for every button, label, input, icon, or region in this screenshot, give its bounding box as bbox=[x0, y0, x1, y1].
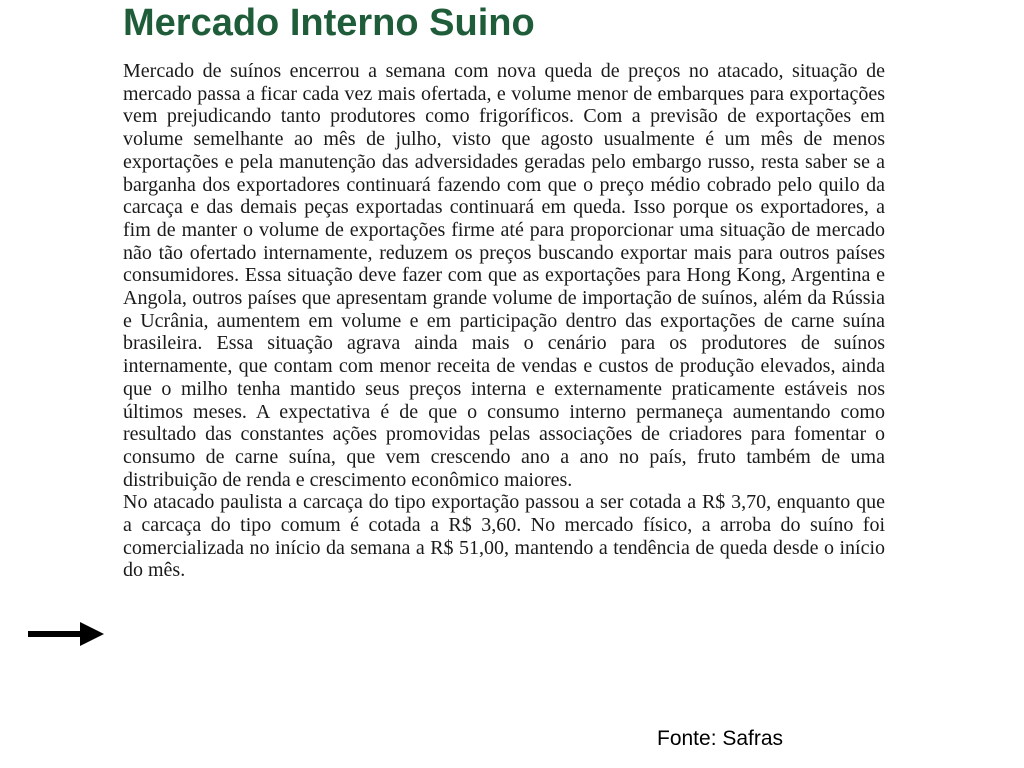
article-paragraph-market-overview: Mercado de suínos encerrou a semana com nova queda de preços no atacado, situação de mercado passa a ficar cada vez mais ofertada, e volume menor de embarques para exportações vem prejudicando tanto produtores como frigoríficos. Com a previsão de exportações em volume semelhante ao mês de julho, visto que agosto usualmente é um mês de menos exportações e pela manutenção das adversidades geradas pelo embargo russo, resta saber se a barganha dos exportadores continuará fazendo com que o preço médio cobrado pelo quilo da carcaça e das demais peças exportadas continuará em queda. Isso porque os exportadores, a fim de manter o volume de exportações firme até para proporcionar uma situação de mercado não tão ofertado internamente, reduzem os preços buscando exportar mais para outros países consumidores. Essa situação deve fazer com que as exportações para Hong Kong, Argentina e Angola, outros países que apresentam grande volume de importação de suínos, além da Rússia e Ucrânia, aumentem em volume e em participação dentro das exportações de carne suína brasileira. Essa situação agrava ainda mais o cenário para os produtores de suínos internamente, que contam com menor receita de vendas e custos de produção elevados, ainda que o milho tenha mantido seus preços interna e externamente praticamente estáveis nos últimos meses. A expectativa é de que o consumo interno permaneça aumentando como resultado das constantes ações promovidas pelas associações de criadores para fomentar o consumo de carne suína, que vem crescendo ano a ano no país, fruto também de uma distribuição de renda e crescimento econômico maiores. bbox=[123, 60, 885, 491]
article-paragraph-prices: No atacado paulista a carcaça do tipo exportação passou a ser cotada a R$ 3,70, enquanto que a carcaça do tipo comum é cotada a R$ 3,60. No mercado físico, a arroba do suíno foi comercializada no início da semana a R$ 51,00, mantendo a tendência de queda desde o início do mês. bbox=[123, 491, 885, 582]
source-credit: Fonte: Safras bbox=[657, 727, 784, 750]
right-arrow-icon bbox=[28, 621, 104, 647]
slide-title: Mercado Interno Suino bbox=[123, 2, 535, 44]
article-text bbox=[123, 60, 885, 582]
